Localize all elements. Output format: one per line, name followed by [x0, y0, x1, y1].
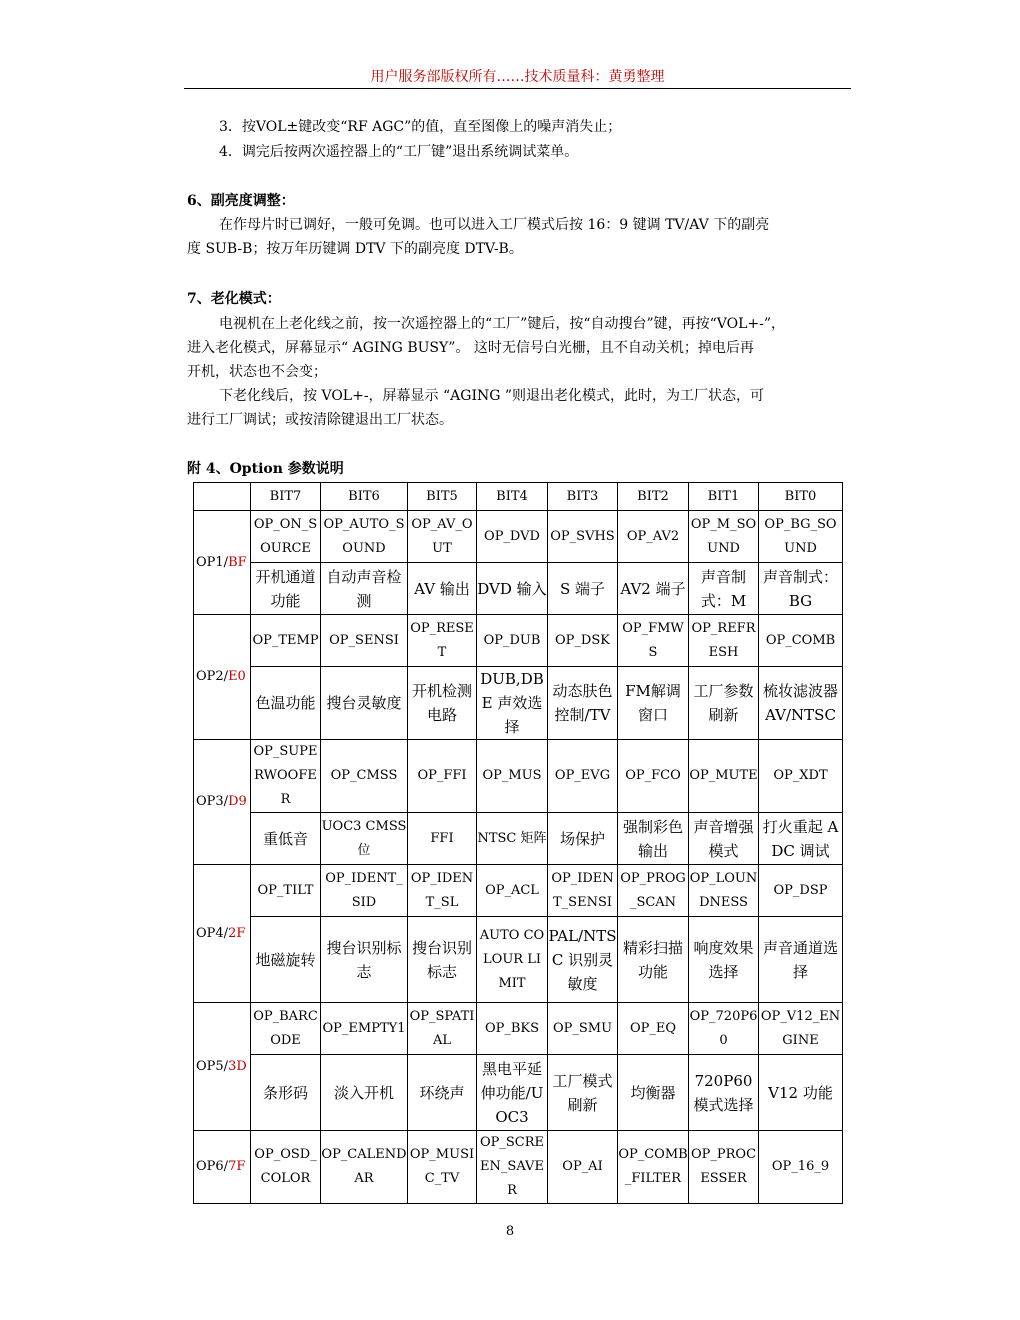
desc-cell: 淡入开机 — [321, 1055, 408, 1131]
code-cell: OP_COMB_FILTER — [618, 1131, 689, 1204]
code-cell: OP_SPATIAL — [408, 1003, 477, 1055]
table-row — [194, 667, 843, 740]
desc-cell: 720P60 模式选择 — [689, 1055, 759, 1131]
section-7-para-line-4: 下老化线后，按 VOL+-，屏幕显示 “AGING ”则退出老化模式，此时，为工厂状态，可 — [219, 388, 765, 404]
table-row — [194, 917, 843, 1003]
section-7-para-line-5: 进行工厂调试；或按清除键退出工厂状态。 — [187, 412, 453, 428]
col-header: BIT7 — [251, 483, 321, 511]
code-cell: OP_720P60 — [689, 1003, 759, 1055]
appendix-title: 附 4、Option 参数说明 — [187, 461, 344, 477]
code-cell: OP_RESET — [408, 615, 477, 667]
desc-cell: 声音制式：M — [689, 563, 759, 615]
op-hex: 3D — [228, 1058, 247, 1074]
desc-cell: 黑电平延伸功能/UOC3 — [477, 1055, 548, 1131]
code-cell: OP_LOUNDNESS — [689, 865, 759, 917]
op-label — [194, 511, 251, 615]
desc-cell: 色温功能 — [251, 667, 321, 740]
section-6-para-line-1: 在作母片时已调好，一般可免调。也可以进入工厂模式后按 16：9 键调 TV/AV 下的副亮 — [219, 217, 770, 233]
op-label — [194, 1131, 251, 1204]
col-header: BIT4 — [477, 483, 548, 511]
code-cell: OP_IDENT_SL — [408, 865, 477, 917]
code-cell: OP_FFI — [408, 740, 477, 813]
desc-cell: 开机检测电路 — [408, 667, 477, 740]
code-cell: OP_EQ — [618, 1003, 689, 1055]
op-hex: D9 — [228, 794, 247, 809]
op-name: OP2/ — [196, 669, 229, 684]
code-cell: OP_ON_SOURCE — [251, 511, 321, 563]
op-name: OP4/ — [196, 925, 229, 941]
code-cell: OP_TEMP — [251, 615, 321, 667]
desc-cell: AUTO COLOUR LIMIT — [477, 917, 548, 1003]
op-name: OP6/ — [196, 1159, 229, 1174]
code-cell: OP_FMWS — [618, 615, 689, 667]
section-6-para-line-2: 度 SUB-B；按万年历键调 DTV 下的副亮度 DTV-B。 — [187, 241, 523, 257]
header-divider — [184, 88, 851, 89]
desc-cell: 搜台灵敏度 — [321, 667, 408, 740]
desc-cell: AV2 端子 — [618, 563, 689, 615]
option-table — [193, 482, 843, 1204]
desc-cell: 环绕声 — [408, 1055, 477, 1131]
code-cell: OP_DSK — [548, 615, 618, 667]
code-cell: OP_REFRESH — [689, 615, 759, 667]
table-row — [194, 740, 843, 813]
desc-cell: 重低音 — [251, 813, 321, 865]
table-row — [194, 1131, 843, 1204]
step-3: 3．按VOL±键改变“RF AGC”的值，直至图像上的噪声消失止； — [219, 119, 622, 135]
desc-cell: AV 输出 — [408, 563, 477, 615]
desc-cell: V12 功能 — [759, 1055, 843, 1131]
desc-cell: 条形码 — [251, 1055, 321, 1131]
code-cell: OP_SENSI — [321, 615, 408, 667]
code-cell: OP_IDENT_SID — [321, 865, 408, 917]
col-header: BIT6 — [321, 483, 408, 511]
op-hex: E0 — [228, 669, 246, 684]
table-row — [194, 813, 843, 865]
desc-cell: 梳妆滤波器 AV/NTSC — [759, 667, 843, 740]
table-row — [194, 1055, 843, 1131]
table-row — [194, 1003, 843, 1055]
code-cell: OP_EVG — [548, 740, 618, 813]
desc-cell: FFI — [408, 813, 477, 865]
page-header: 用户服务部版权所有……技术质量科：黄勇整理 — [370, 69, 665, 85]
desc-cell: 搜台识别标志 — [321, 917, 408, 1003]
code-cell: OP_OSD_COLOR — [251, 1131, 321, 1204]
code-cell: OP_BARCODE — [251, 1003, 321, 1055]
desc-cell: NTSC 矩阵 — [477, 813, 548, 865]
code-cell: OP_TILT — [251, 865, 321, 917]
col-header: BIT2 — [618, 483, 689, 511]
code-cell: OP_DVD — [477, 511, 548, 563]
code-cell: OP_CALENDAR — [321, 1131, 408, 1204]
code-cell: OP_SUPERWOOFER — [251, 740, 321, 813]
op-name: OP1/ — [196, 554, 229, 570]
code-cell: OP_DSP — [759, 865, 843, 917]
col-header: BIT0 — [759, 483, 843, 511]
desc-cell: 动态肤色控制/TV — [548, 667, 618, 740]
desc-cell: 工厂参数刷新 — [689, 667, 759, 740]
table-row — [194, 563, 843, 615]
code-cell: OP_MUS — [477, 740, 548, 813]
op-label — [194, 615, 251, 740]
desc-cell: FM解调窗口 — [618, 667, 689, 740]
desc-cell: 声音通道选择 — [759, 917, 843, 1003]
code-cell: OP_AV2 — [618, 511, 689, 563]
code-cell: OP_BG_SOUND — [759, 511, 843, 563]
desc-cell: 打火重起 ADC 调试 — [759, 813, 843, 865]
code-cell: OP_M_SOUND — [689, 511, 759, 563]
table-row — [194, 865, 843, 917]
desc-cell: 响度效果选择 — [689, 917, 759, 1003]
desc-cell: 声音增强模式 — [689, 813, 759, 865]
section-7-title: 7、老化模式： — [187, 291, 281, 307]
code-cell: OP_DUB — [477, 615, 548, 667]
desc-cell: DVD 输入 — [477, 563, 548, 615]
col-header: BIT5 — [408, 483, 477, 511]
desc-cell: 均衡器 — [618, 1055, 689, 1131]
col-header: BIT1 — [689, 483, 759, 511]
desc-cell: 自动声音检测 — [321, 563, 408, 615]
op-name: OP3/ — [196, 794, 229, 809]
desc-cell: 搜台识别标志 — [408, 917, 477, 1003]
op-name: OP5/ — [196, 1058, 229, 1074]
code-cell: OP_BKS — [477, 1003, 548, 1055]
op-hex: BF — [228, 554, 247, 570]
code-cell: OP_SVHS — [548, 511, 618, 563]
code-cell: OP_XDT — [759, 740, 843, 813]
desc-cell: PAL/NTSC 识别灵敏度 — [548, 917, 618, 1003]
code-cell: OP_PROG_SCAN — [618, 865, 689, 917]
table-row — [194, 511, 843, 563]
page-number: 8 — [505, 1224, 515, 1239]
op-label — [194, 865, 251, 1003]
code-cell: OP_MUSIC_TV — [408, 1131, 477, 1204]
section-6-title: 6、副亮度调整： — [187, 193, 295, 209]
desc-cell: 精彩扫描功能 — [618, 917, 689, 1003]
desc-cell: 开机通道功能 — [251, 563, 321, 615]
step-4: 4．调完后按两次遥控器上的“工厂键”退出系统调试菜单。 — [219, 144, 579, 160]
desc-cell: UOC3 CMSS 位 — [321, 813, 408, 865]
code-cell: OP_MUTE — [689, 740, 759, 813]
code-cell: OP_ACL — [477, 865, 548, 917]
table-row — [194, 615, 843, 667]
section-7-para-line-1: 电视机在上老化线之前，按一次遥控器上的“工厂”键后，按“自动搜台”键，再按“VOL+-”， — [219, 316, 786, 332]
desc-cell: 强制彩色输出 — [618, 813, 689, 865]
code-cell: OP_16_9 — [759, 1131, 843, 1204]
code-cell: OP_CMSS — [321, 740, 408, 813]
section-7-para-line-3: 开机，状态也不会变； — [187, 364, 327, 380]
code-cell: OP_FCO — [618, 740, 689, 813]
code-cell: OP_IDENT_SENSI — [548, 865, 618, 917]
desc-cell: S 端子 — [548, 563, 618, 615]
code-cell: OP_AI — [548, 1131, 618, 1204]
code-cell: OP_AUTO_SOUND — [321, 511, 408, 563]
code-cell: OP_PROCESSER — [689, 1131, 759, 1204]
desc-cell: 地磁旋转 — [251, 917, 321, 1003]
section-7-para-line-2: 进入老化模式，屏幕显示“ AGING BUSY”。 这时无信号白光栅，且不自动关机；掉电后再 — [187, 340, 754, 356]
op-hex: 2F — [228, 925, 246, 941]
desc-cell: DUB,DBE 声效选择 — [477, 667, 548, 740]
desc-cell: 声音制式：BG — [759, 563, 843, 615]
table-header-row — [194, 483, 843, 511]
code-cell: OP_COMB — [759, 615, 843, 667]
code-cell: OP_SMU — [548, 1003, 618, 1055]
op-hex: 7F — [228, 1159, 246, 1174]
code-cell: OP_V12_ENGINE — [759, 1003, 843, 1055]
code-cell: OP_EMPTY1 — [321, 1003, 408, 1055]
code-cell: OP_SCREEN_SAVER — [477, 1131, 548, 1204]
code-cell: OP_AV_OUT — [408, 511, 477, 563]
op-label — [194, 1003, 251, 1131]
desc-cell: 场保护 — [548, 813, 618, 865]
col-header: BIT3 — [548, 483, 618, 511]
op-label — [194, 740, 251, 865]
header-corner — [194, 483, 251, 511]
desc-cell: 工厂模式刷新 — [548, 1055, 618, 1131]
